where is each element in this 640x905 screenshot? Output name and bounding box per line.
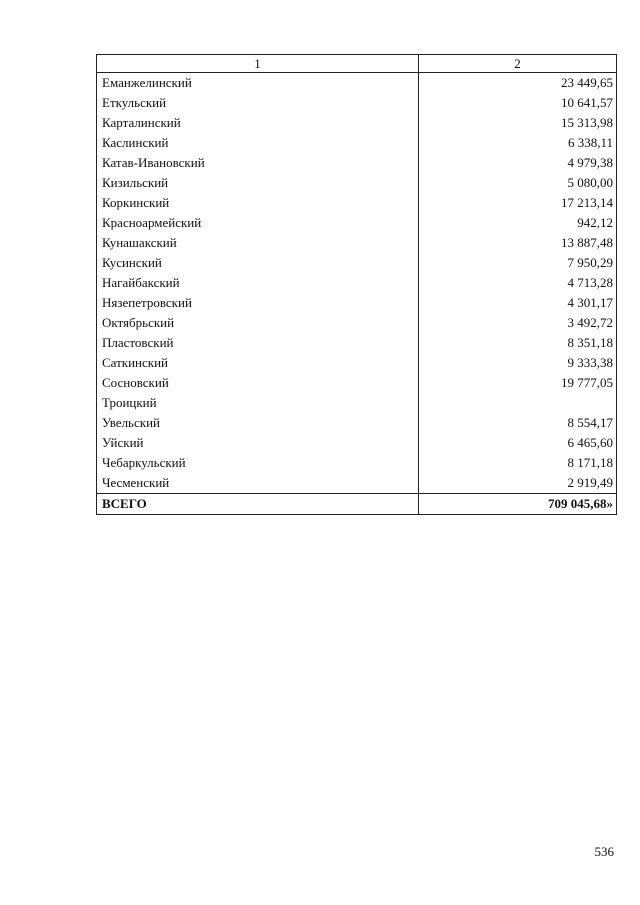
table-row	[97, 453, 617, 473]
district-value	[419, 393, 617, 413]
district-value: 8 171,18	[419, 453, 617, 473]
district-name: Уйский	[97, 433, 419, 453]
table-row	[97, 473, 617, 494]
district-name: Кусинский	[97, 253, 419, 273]
table-row	[97, 113, 617, 133]
district-name: Кунашакский	[97, 233, 419, 253]
table-row	[97, 253, 617, 273]
district-name: Еткульский	[97, 93, 419, 113]
total-value: 709 045,68»	[419, 494, 617, 515]
table-header-row	[97, 55, 617, 73]
district-name: Карталинский	[97, 113, 419, 133]
district-value: 8 554,17	[419, 413, 617, 433]
district-value: 10 641,57	[419, 93, 617, 113]
district-value: 15 313,98	[419, 113, 617, 133]
district-value: 7 950,29	[419, 253, 617, 273]
district-name: Нязепетровский	[97, 293, 419, 313]
district-name: Троицкий	[97, 393, 419, 413]
district-name: Чебаркульский	[97, 453, 419, 473]
district-value: 2 919,49	[419, 473, 617, 494]
table-row	[97, 413, 617, 433]
district-value: 17 213,14	[419, 193, 617, 213]
district-value: 6 338,11	[419, 133, 617, 153]
data-table-container	[96, 54, 616, 515]
district-name: Октябрьский	[97, 313, 419, 333]
district-name: Сосновский	[97, 373, 419, 393]
district-name: Каслинский	[97, 133, 419, 153]
table-row	[97, 353, 617, 373]
district-name: Саткинский	[97, 353, 419, 373]
district-name: Увельский	[97, 413, 419, 433]
table-row	[97, 313, 617, 333]
district-name: Кизильский	[97, 173, 419, 193]
table-body	[97, 73, 617, 515]
table-row	[97, 393, 617, 413]
district-value: 6 465,60	[419, 433, 617, 453]
district-value: 5 080,00	[419, 173, 617, 193]
table-row	[97, 133, 617, 153]
table-row	[97, 233, 617, 253]
district-value: 942,12	[419, 213, 617, 233]
district-value: 23 449,65	[419, 73, 617, 94]
table-row	[97, 93, 617, 113]
total-label: ВСЕГО	[97, 494, 419, 515]
district-name: Чесменский	[97, 473, 419, 494]
table-row	[97, 193, 617, 213]
page-number: 536	[594, 844, 614, 859]
district-name: Красноармейский	[97, 213, 419, 233]
district-value: 4 301,17	[419, 293, 617, 313]
district-value: 8 351,18	[419, 333, 617, 353]
column-header-1: 1	[97, 55, 419, 73]
district-value: 13 887,48	[419, 233, 617, 253]
table-row	[97, 333, 617, 353]
table-row	[97, 433, 617, 453]
table-row	[97, 153, 617, 173]
district-value: 4 979,38	[419, 153, 617, 173]
district-value: 4 713,28	[419, 273, 617, 293]
district-name: Пластовский	[97, 333, 419, 353]
data-table	[96, 54, 617, 515]
table-row	[97, 173, 617, 193]
table-row	[97, 73, 617, 94]
table-row	[97, 213, 617, 233]
column-header-2: 2	[419, 55, 617, 73]
table-row	[97, 373, 617, 393]
district-name: Еманжелинский	[97, 73, 419, 94]
district-value: 3 492,72	[419, 313, 617, 333]
district-name: Нагайбакский	[97, 273, 419, 293]
table-row	[97, 273, 617, 293]
district-value: 9 333,38	[419, 353, 617, 373]
district-name: Коркинский	[97, 193, 419, 213]
total-row	[97, 494, 617, 515]
district-value: 19 777,05	[419, 373, 617, 393]
district-name: Катав-Ивановский	[97, 153, 419, 173]
table-row	[97, 293, 617, 313]
